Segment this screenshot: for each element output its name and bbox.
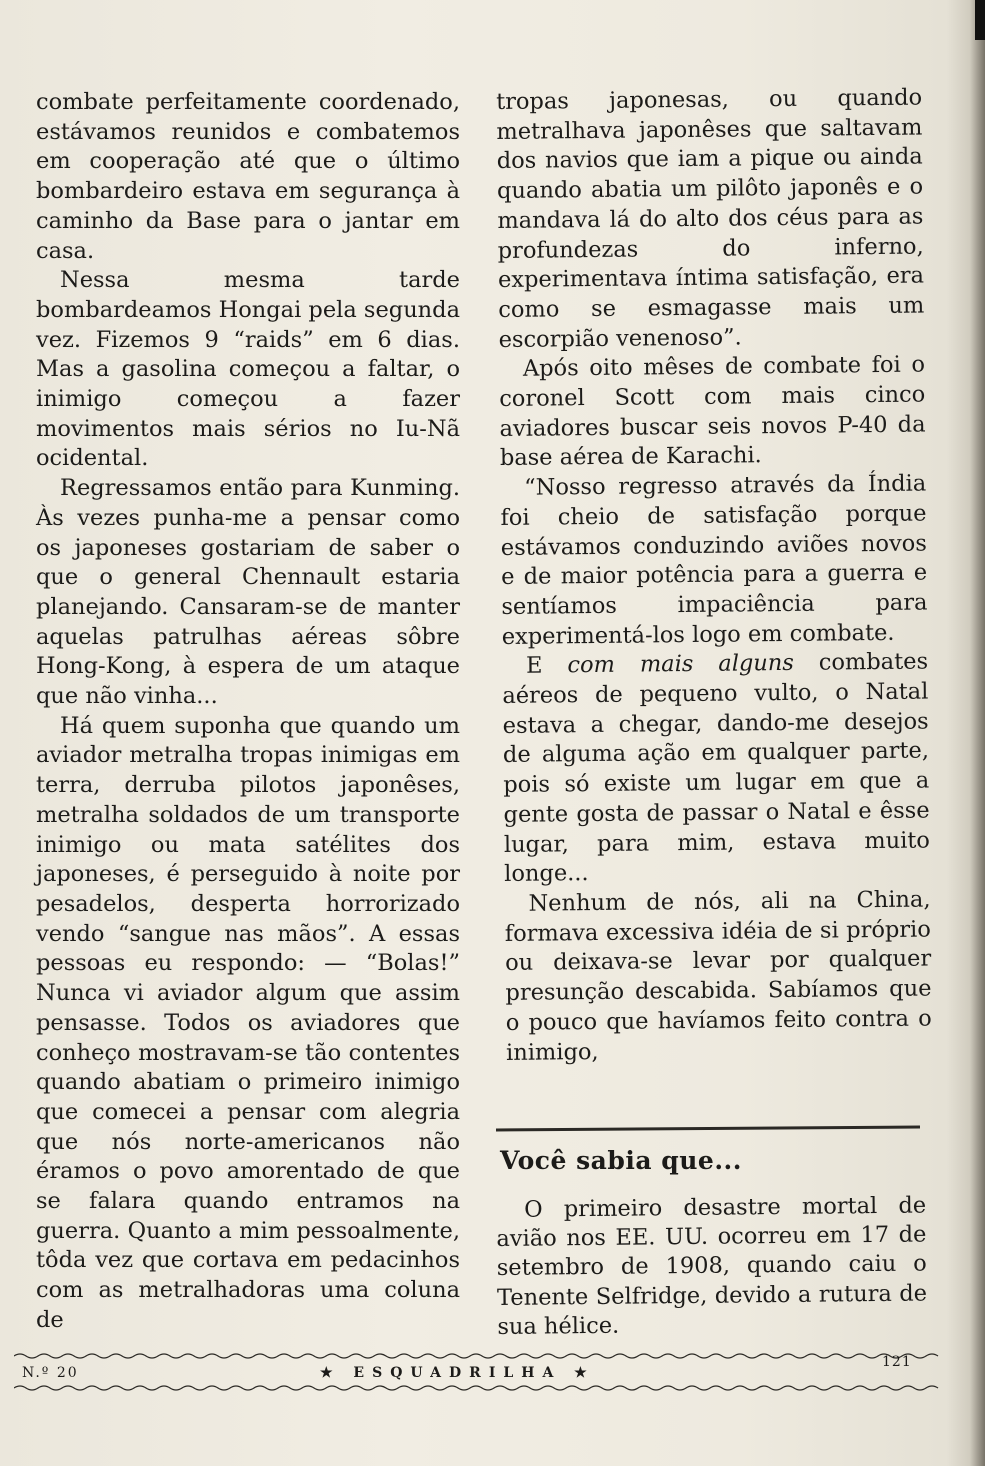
box-paragraph: O primeiro desastre mortal de avião nos EE. UU. ocorreu em 17 de setembro de 1908, quando caiu o Tenente Selfridge, devido a rutura de sua hélice. — [496, 1192, 928, 1340]
binding-edge — [975, 0, 985, 40]
left-paragraph-1: combate perfeitamente coordenado, estávamos reunidos e combatemos em cooperação até que o último bombardeiro estava em segurança à caminho da Base para o jantar em casa. — [36, 89, 460, 264]
page-number: 121 — [882, 1354, 912, 1370]
left-paragraph-2: Nessa mesma tarde bombardeamos Hongai pela segunda vez. Fizemos 9 “raids” em 6 dias. Mas a gasolina começou a faltar, o inimigo começou a fazer movimentos mais sérios no Iu-Nã ocidental. — [36, 267, 460, 472]
magazine-name: ★ ESQUADRILHA ★ — [320, 1365, 595, 1381]
left-column — [36, 88, 460, 1336]
issue-number: N.º 20 — [22, 1365, 79, 1381]
right-paragraph-1: tropas japonesas, ou quando metralhava japonêses que saltavam dos navios que iam a pique ou ainda quando abatia um pilôto japonês e o mandava lá do alto dos céus para as profundezas do inferno, experimentava íntima satisfação, era como se esmagasse mais um escorpião venenoso”. — [496, 84, 925, 353]
p4-start: E — [525, 652, 568, 680]
right-paragraph-2: Após oito mêses de combate foi o coronel Scott com mais cinco aviadores buscar seis novos P-40 da base aérea de Karachi. — [499, 351, 926, 472]
footer-top-wave — [14, 1352, 940, 1360]
box-title: Você sabia que... — [500, 1146, 742, 1175]
page-footer — [14, 1354, 940, 1384]
p4-rest: combates aéreos de pequeno vulto, o Natal estava a chegar, dando-me desejos de alguma ação em qualquer parte, pois só existe um lugar em que a gente gosta de passar o Natal e êsse lugar, para mim, estava muito longe... — [502, 648, 931, 888]
right-paragraph-4 — [502, 648, 930, 890]
left-paragraph-3: Regressamos então para Kunming. Às vezes punha-me a pensar como os japoneses gostariam de saber o que o general Chennault estaria planejando. Cansaram-se de manter aquelas patrulhas aéreas sôbre Hong-Kong, à espera de um ataque que não vinha... — [36, 475, 460, 710]
p4-italic: com mais alguns — [567, 650, 795, 679]
page-edge-shadow — [947, 0, 985, 1466]
footer-bottom-wave — [14, 1384, 940, 1392]
section-divider — [496, 1126, 920, 1132]
right-column — [496, 84, 932, 1069]
right-paragraph-5: Nenhum de nós, ali na China, formava excessiva idéia de si próprio ou deixava-se levar por qualquer presunção descabida. Sabíamos que o pouco que havíamos feito contra o inimigo, — [504, 886, 932, 1066]
right-paragraph-3: “Nosso regresso através da Índia foi cheio de satisfação porque estávamos conduzindo aviões novos e de maior potência para a guerra e sentíamos impaciência para experimentá-los logo em combate. — [500, 470, 928, 650]
left-paragraph-4: Há quem suponha que quando um aviador metralha tropas inimigas em terra, derruba pilotos japonêses, metralha soldados de um transporte inimigo ou mata satélites dos japoneses, é perseguido à noite por pesadelos, desperta horrorizado vendo “sangue nas mãos”. A essas pessoas eu respondo: — “Bolas!” Nunca vi aviador algum que assim pensasse. Todos os aviadores que conheço mostravam-se tão contentes quando abatiam o primeiro inimigo que comecei a pensar com alegria que nós norte-americanos não éramos o povo amorentado de que se falara quando entramos na guerra. Quanto a mim pessoalmente, tôda vez que cortava em pedacinhos com as metralhadoras uma coluna de — [36, 712, 460, 1333]
box-text — [496, 1191, 928, 1342]
